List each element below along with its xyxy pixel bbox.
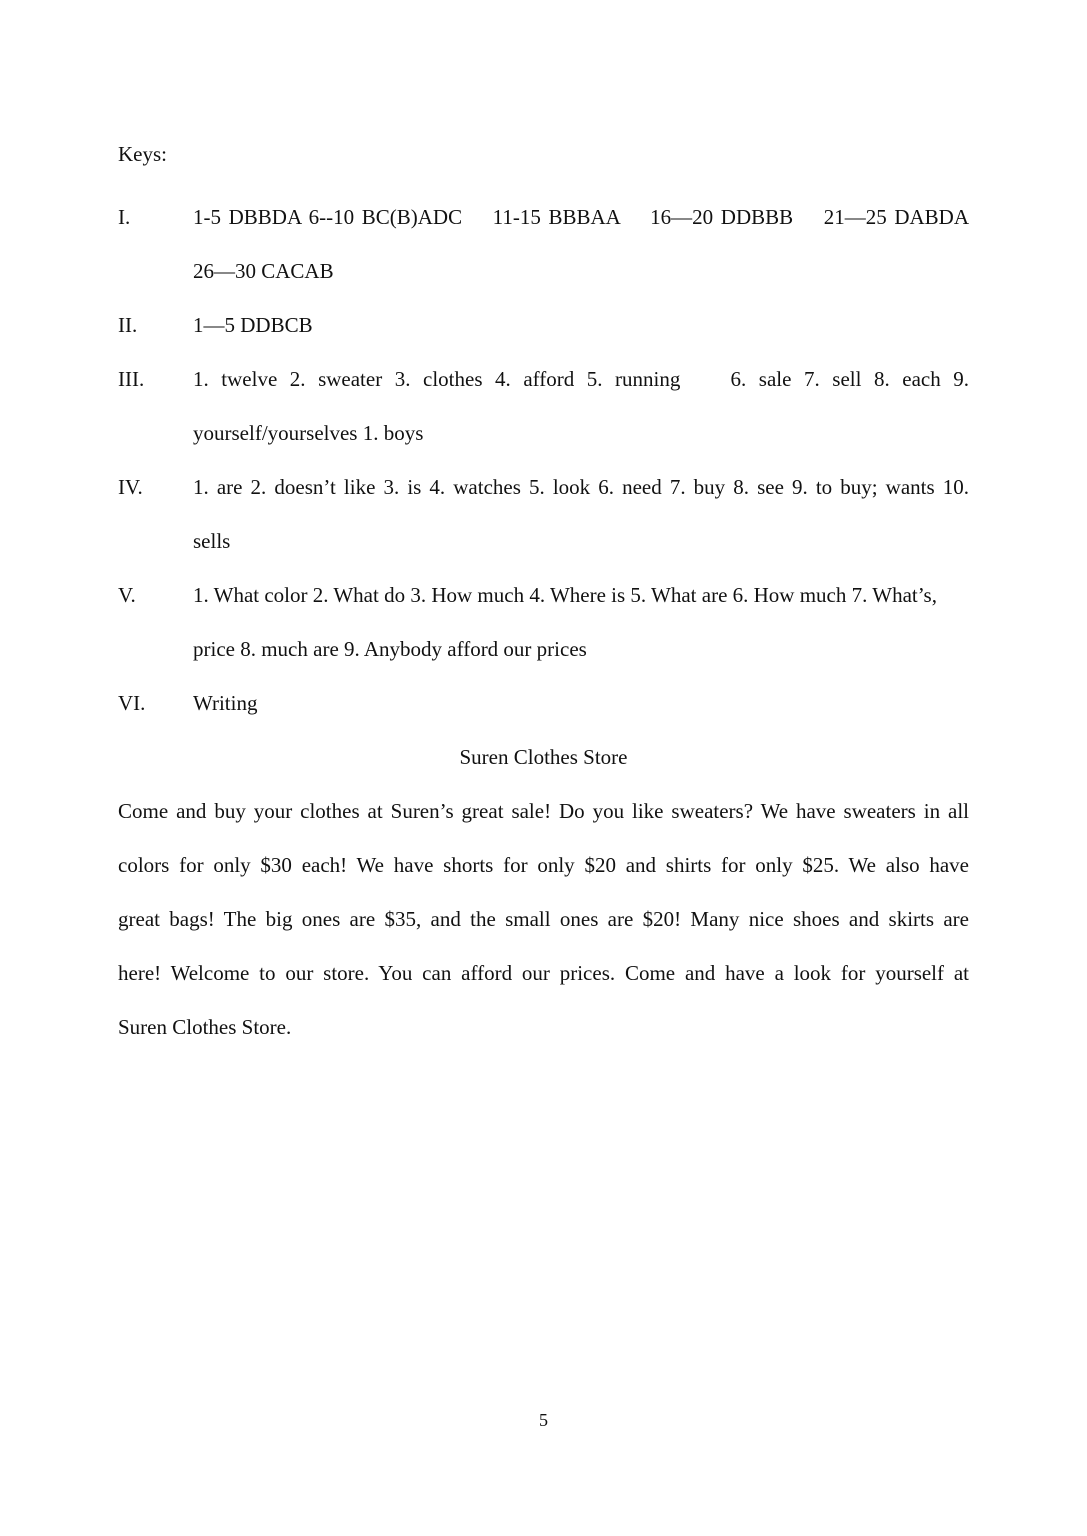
answer-item-6 xyxy=(118,676,969,730)
writing-title: Suren Clothes Store xyxy=(459,745,628,769)
paragraph-line: colors for only $30 each! We have shorts for only $20 and shirts for only $25. We also have xyxy=(118,853,969,877)
answer-item-4 xyxy=(118,460,969,568)
answer-item-3 xyxy=(118,352,969,460)
item-content xyxy=(193,568,969,676)
answer-item-5 xyxy=(118,568,969,676)
paragraph-line: great bags! The big ones are $35, and the small ones are $20! Many nice shoes and skirts are xyxy=(118,907,969,931)
item-number: I. xyxy=(118,205,131,229)
item-row: 1. What color 2. What do 3. How much 4. Where is 5. What are 6. How much 7. What’s, xyxy=(193,583,937,607)
answer-key-page xyxy=(118,136,969,1054)
paragraph-line: Come and buy your clothes at Suren’s great sale! Do you like sweaters? We have sweaters in all xyxy=(118,799,969,823)
item-number: IV. xyxy=(118,475,143,499)
item-row: yourself/yourselves 1. boys xyxy=(193,421,424,445)
item-number: III. xyxy=(118,367,145,391)
item-row: Writing xyxy=(193,691,258,715)
item-content xyxy=(193,298,969,352)
page-number: 5 xyxy=(539,1410,548,1430)
writing-paragraph xyxy=(118,784,969,1054)
paragraph-line: here! Welcome to our store. You can afford our prices. Come and have a look for yourself at xyxy=(118,961,969,985)
item-row: sells xyxy=(193,529,231,553)
item-content xyxy=(193,352,969,460)
item-number: V. xyxy=(118,583,136,607)
item-number: VI. xyxy=(118,691,146,715)
keys-title: Keys: xyxy=(118,142,167,166)
item-number: II. xyxy=(118,313,138,337)
item-row: price 8. much are 9. Anybody afford our prices xyxy=(193,637,587,661)
item-row: 1. twelve 2. sweater 3. clothes 4. afford 5. running 6. sale 7. sell 8. each 9. xyxy=(193,367,969,391)
item-row: 1. are 2. doesn’t like 3. is 4. watches 5. look 6. need 7. buy 8. see 9. to buy; wants 10. xyxy=(193,475,969,499)
item-content xyxy=(193,460,969,568)
paragraph-line: Suren Clothes Store. xyxy=(118,1015,292,1039)
item-row: 1—5 DDBCB xyxy=(193,313,313,337)
answer-item-2 xyxy=(118,298,969,352)
item-content xyxy=(193,676,969,730)
item-content xyxy=(193,190,969,298)
item-row: 26—30 CACAB xyxy=(193,259,334,283)
item-row: 1-5 DBBDA 6--10 BC(B)ADC 11-15 BBBAA 16—20 DDBBB 21—25 DABDA xyxy=(193,205,969,229)
answer-item-1 xyxy=(118,190,969,298)
